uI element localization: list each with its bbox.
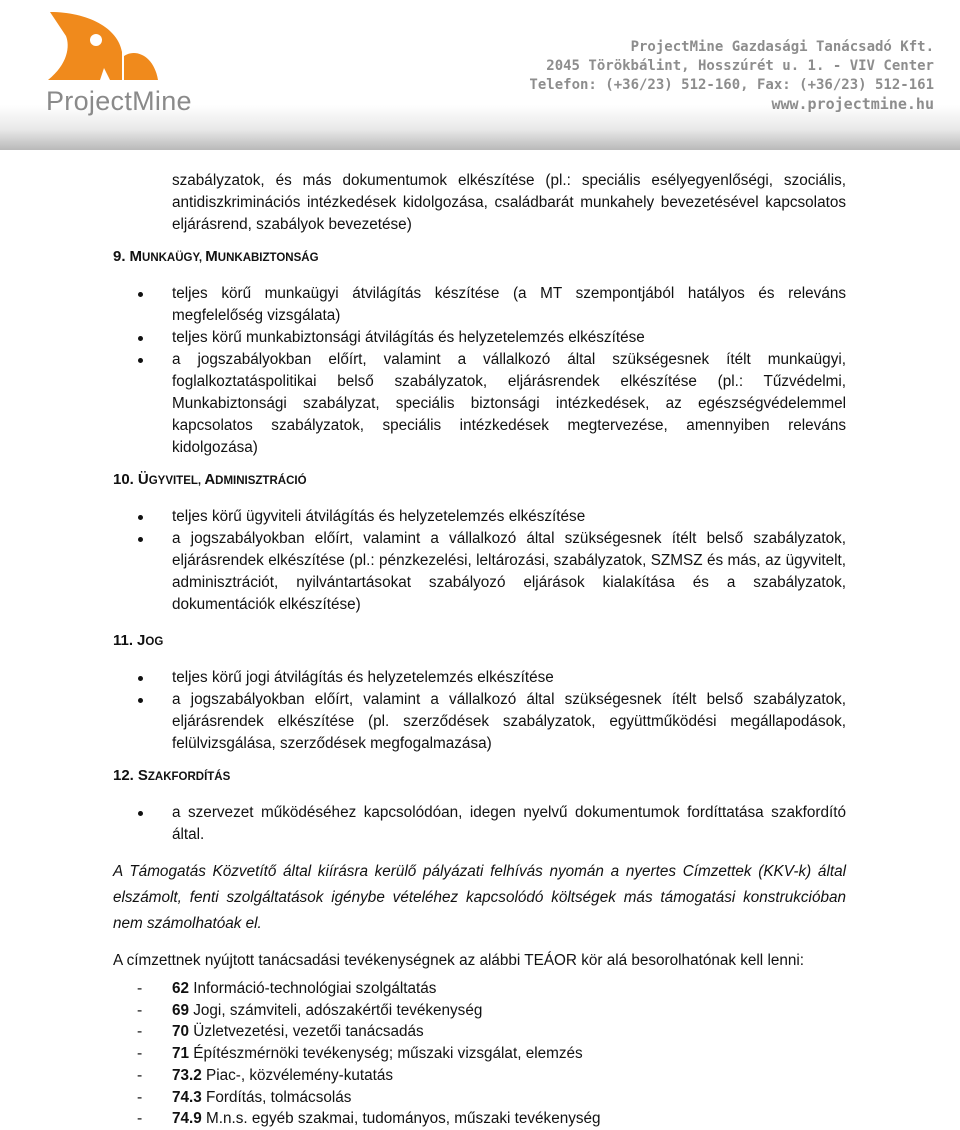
logo-text: ProjectMine [46, 86, 192, 116]
bullet-icon [138, 336, 143, 341]
teaor-item: - 73.2 Piac-, közvélemény-kutatás [113, 1065, 846, 1087]
bullet-icon [138, 676, 143, 681]
teaor-intro: A címzettnek nyújtott tanácsadási tevékenységnek az alábbi TEÁOR kör alá besorolhatónak kell lenni: [113, 952, 805, 969]
bullet-list-9 [113, 283, 846, 459]
section-heading-11: 11. JOG [113, 632, 164, 649]
bullet-icon [138, 698, 143, 703]
teaor-item: - 62 Információ-technológiai szolgáltatás [113, 978, 846, 1000]
intro-paragraph: szabályzatok, és más dokumentumok elkészítése (pl.: speciális esélyegyenlőségi, szociális, antidiszkriminációs intézkedések kidolgozása, családbarát munkahely bevezetésével kapcsolatos eljárásrend, szabályok bevezetése) [172, 172, 846, 233]
company-info [529, 38, 934, 114]
document-body [113, 170, 846, 1130]
list-item: teljes körű munkabiztonsági átvilágítás és helyzetelemzés elkészítése [113, 327, 846, 349]
dash-icon: - [135, 1022, 145, 1041]
list-item: a jogszabályokban előírt, valamint a vállalkozó által szükségesnek ítélt belső szabályzatok, eljárásrendek elkészítése (pl.: pénzkezelési, leltározási, szabályzatok, SZMSZ és más, az ügyvitelt, adminisztrációt, nyilvántartásokat szabályozó eljárások kialakítása és a szabályzatok, dokumentációk elkészítése) [113, 528, 846, 616]
list-item: a szervezet működéséhez kapcsolódóan, idegen nyelvű dokumentumok fordíttatása szakfordító által. [113, 802, 846, 846]
section-title: SZAKFORDÍTÁS [137, 767, 231, 784]
list-item: teljes körű munkaügyi átvilágítás készítése (a MT szempontjából hatályos és releváns megfelelőség vizsgálata) [113, 283, 846, 327]
bullet-icon [138, 537, 143, 542]
dash-icon: - [135, 1044, 145, 1063]
list-item: a jogszabályokban előírt, valamint a vállalkozó által szükségesnek ítélt belső szabályzatok, eljárásrendek elkészítése (pl. szerződések szabályzatok, együttműködési megállapodások, felülvizsgálása, szerződések megfogalmazása) [113, 689, 846, 755]
teaor-item: - 71 Építészmérnöki tevékenység; műszaki vizsgálat, elemzés [113, 1043, 846, 1065]
teaor-list [113, 978, 846, 1130]
company-phone: Telefon: (+36/23) 512-160, Fax: (+36/23) 512-161 [529, 77, 934, 93]
company-website: www.projectmine.hu [771, 95, 934, 113]
bullet-icon [138, 292, 143, 297]
page-header [0, 0, 960, 150]
section-heading-9: 9. MUNKAÜGY, MUNKABIZTONSÁG [113, 248, 319, 265]
teaor-item: - 74.9 M.n.s. egyéb szakmai, tudományos, műszaki tevékenység [113, 1108, 846, 1130]
teaor-item: - 74.3 Fordítás, tolmácsolás [113, 1087, 846, 1109]
italic-note: A Támogatás Közvetítő által kiírásra kerülő pályázati felhívás nyomán a nyertes Címzettek (KKV-k) által elszámolt, fenti szolgáltatások igénybe vételéhez kapcsolódó költségek más támogatási konstrukcióban nem számolhatóak el. [113, 863, 846, 932]
list-item: a jogszabályokban előírt, valamint a vállalkozó által szükségesnek ítélt munkaügyi, foglalkoztatáspolitikai belső szabályzatok, eljárásrendek elkészítése (pl.: Tűzvédelmi, Munkabiztonsági szabályzat, speciális biztonsági intézkedések, az egészségvédelemmel kapcsolatos szabályzatok, speciális intézkedések megtervezése, amennyiben releváns kidolgozása) [113, 349, 846, 459]
teaor-item: - 70 Üzletvezetési, vezetői tanácsadás [113, 1021, 846, 1043]
bullet-list-11 [113, 667, 846, 755]
bullet-icon [138, 811, 143, 816]
dash-icon: - [135, 1109, 145, 1128]
section-heading-10: 10. ÜGYVITEL, ADMINISZTRÁCIÓ [113, 471, 307, 488]
teaor-item: - 69 Jogi, számviteli, adószakértői tevékenység [113, 1000, 846, 1022]
section-title: MUNKAÜGY, MUNKABIZTONSÁG [129, 248, 319, 265]
dash-icon: - [135, 1087, 145, 1106]
list-item: teljes körű jogi átvilágítás és helyzetelemzés elkészítése [113, 667, 846, 689]
list-item: teljes körű ügyviteli átvilágítás és helyzetelemzés elkészítése [113, 506, 846, 528]
section-heading-12: 12. SZAKFORDÍTÁS [113, 767, 231, 784]
section-title: JOG [137, 632, 164, 649]
bullet-icon [138, 515, 143, 520]
section-title: ÜGYVITEL, ADMINISZTRÁCIÓ [137, 471, 307, 488]
bullet-list-10 [113, 506, 846, 616]
dash-icon: - [135, 1065, 145, 1084]
company-address: 2045 Törökbálint, Hosszúrét u. 1. - VIV Center [546, 58, 934, 74]
bullet-icon [138, 358, 143, 363]
dash-icon: - [135, 1000, 145, 1019]
dash-icon: - [135, 979, 145, 997]
company-name: ProjectMine Gazdasági Tanácsadó Kft. [630, 39, 934, 55]
bullet-list-12 [113, 802, 846, 846]
